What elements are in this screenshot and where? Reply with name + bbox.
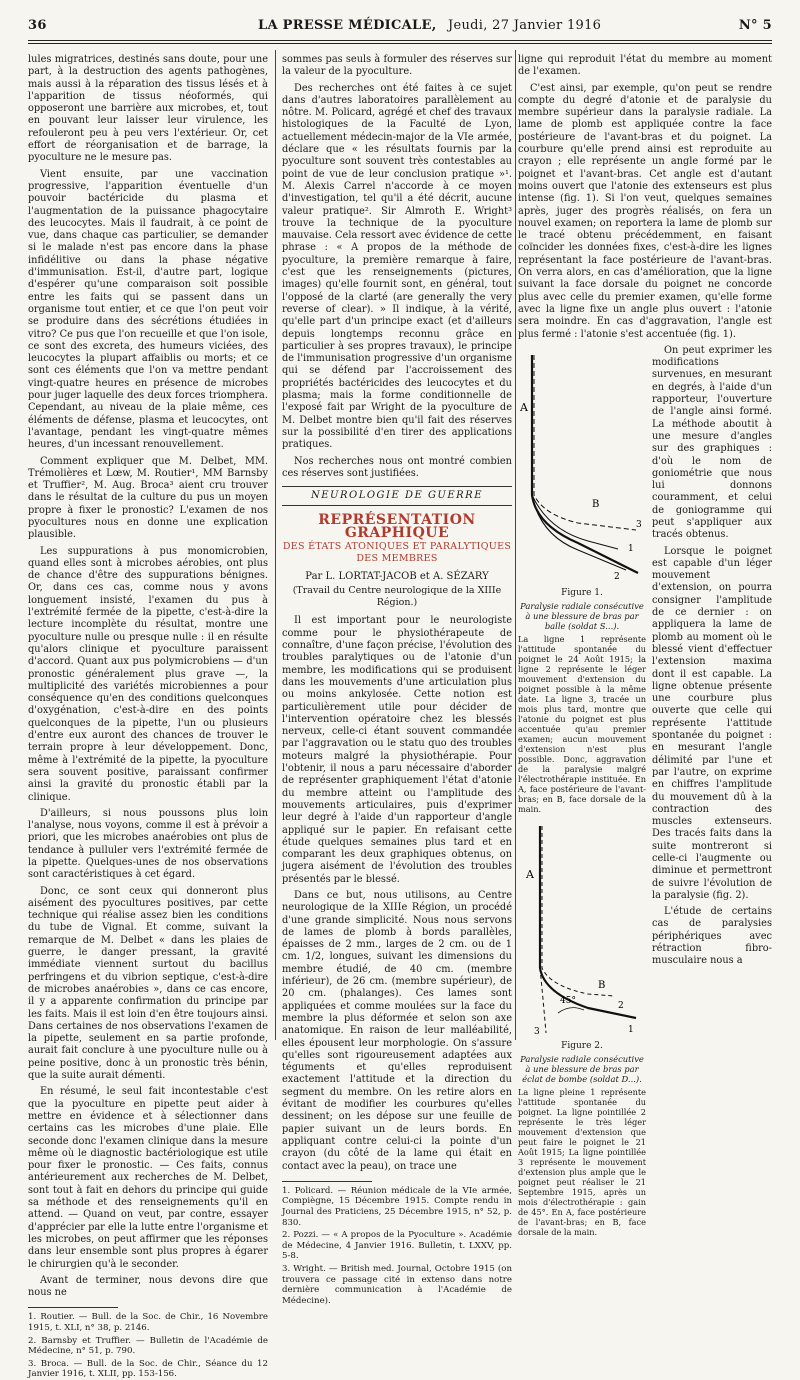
figure-1-title: Figure 1.	[561, 587, 603, 598]
figure-1	[518, 345, 646, 814]
page-number: 36	[28, 18, 47, 33]
figure-2-caption: La ligne pleine 1 représente l'attitude spontanée du poignet. La ligne pointillée 2 représente le très léger mouvement d'extension que peut faire le poignet le 21 Août 1915; La ligne pointillée 3 représente le mouvement d'extension plus ample que le poignet peut réaliser le 21 Septembre 1915, après un mois d'électrothérapie : gain de 45°. En A, face postérieure de l'avant-bras; en B, face dorsale de la main.	[518, 1087, 646, 1238]
label-2: 2	[614, 571, 620, 582]
label-b: B	[592, 498, 600, 510]
paragraph: ligne qui reproduit l'état du membre au moment de l'examen.	[518, 54, 772, 78]
paragraph: On peut exprimer les modifications survenues, en mesurant en degrés, à l'aide d'un rapporteur, l'ouverture de l'angle ainsi formé. La méthode aboutit à une mesure d'angles sur des graphiques : d'où le nom de goniométrie que nous lui donnons couramment, et celui de goniogramme qui peut s'appliquer aux tracés obtenus.	[652, 344, 772, 541]
article-subtitle: DES ÉTATS ATONIQUES ET PARALYTIQUES DES MEMBRES	[282, 540, 512, 565]
paragraph: Il est important pour le neurologiste comme pour le physiothérapeute de connaître, d'une façon précise, l'évolution des troubles paralytiques ou de l'atonie d'un membre, les modifications qui se produisent dans les mouvements d'une articulation plus ou moins ankylosée. Cette notion est particulièrement utile pour décider de l'intervention opératoire chez les blessés nerveux, celle-ci étant souvent commandée par l'aggravation ou le statu quo des troubles moteurs malgré la physiothérapie. Pour l'obtenir, il nous a paru nécessaire d'aborder de représenter graphiquement l'état d'atonie du membre atteint ou l'amplitude des mouvements articulaires, puis d'exprimer leur degré à l'aide d'un rapporteur d'angle appliqué sur le papier. En refaisant cette étude quelques semaines plus tard et en comparant les deux graphiques obtenus, on jugera aisément de l'évolution des troubles présentés par le blessé.	[282, 615, 512, 885]
article-title: REPRÉSENTATION GRAPHIQUE	[318, 512, 476, 541]
footnote: 2. Pozzi. — « A propos de la Pyoculture ». Académie de Médecine, 4 Janvier 1916. Bulletin, t. LXXV, pp. 5-8.	[282, 1230, 512, 1262]
section-rule	[282, 505, 512, 506]
label-b: B	[598, 980, 606, 992]
paragraph: Vient ensuite, par une vaccination progressive, l'apparition éventuelle d'un pouvoir bactéricide du plasma et l'augmentation de la puissance phagocytaire des leucocytes. Mais il faudrait, à ce point de vue, dans chaque cas particulier, se demander si le malade n'est pas encore dans la phase infidélitive ou dans la phase négative d'immunisation. Est-il, d'autre part, logique d'espérer qu'une comparaison soit possible entre les faits qui se passent dans un organisme tout entier, et ce que l'on peut voir se produire dans des sécrétions étudiées in vitro? Ce pus que l'on recueille et que l'on isole, ce sont des excreta, des humeurs viciées, des leucocytes la plupart affaiblis ou morts; et ce sont ces éléments que l'on va mettre pendant vingt-quatre heures en présence de microbes pour juger laquelle des deux forces triomphera. Cependant, au niveau de la plaie même, ces éléments de défense, plasma et leucocytes, ont l'avantage, pendant les vingt-quatre mêmes heures, d'un incessant renouvellement.	[28, 168, 268, 451]
page-header	[28, 18, 772, 40]
figure-2-title: Figure 2.	[561, 1041, 603, 1052]
article-authors: Par L. LORTAT-JACOB et A. SÉZARY	[305, 570, 489, 582]
angle-label: 45°	[560, 996, 576, 1007]
paragraph: Dans ce but, nous utilisons, au Centre neurologique de la XIIIe Région, un procédé d'une grande simplicité. Nous nous servons de lames de plomb à bords parallèles, épaisses de 2 mm., larges de 2 cm. ou de 1 cm. 1/2, longues, suivant les dimensions du membre étudié, de 40 cm. (membre inférieur), de 26 cm. (membre supérieur), de 20 cm. (phalanges). Ces lames sont appliquées et comme moulées sur la face du membre la plus déformée et selon son axe anatomique. En raison de leur malléabilité, elles épousent leur morphologie. On s'assure qu'elles sont rigoureusement adaptées aux téguments et qu'elles reproduisent exactement l'attitude et la direction du segment du membre. On les retire alors en évitant de modifier les courbures qu'elles dessinent; on les dépose sur une feuille de papier suivant un de leurs bords. En appliquant contre celui-ci la pointe d'un crayon (du côté de la lame qui était en contact avec la peau), on trace une	[282, 890, 512, 1172]
article-affiliation: (Travail du Centre neurologique de la XIIIe Région.)	[292, 584, 502, 609]
footnote: 3. Wright. — British med. Journal, Octobre 1915 (on trouvera ce passage cité in extenso dans notre dernière communication à l'Académie de Médecine).	[282, 1263, 512, 1306]
label-a: A	[526, 868, 534, 882]
footnote: 2. Barnsby et Truffier. — Bulletin de l'Académie de Médecine, n° 51, p. 790.	[28, 1335, 268, 1357]
paragraph: Nos recherches nous ont montré combien ces réserves sont justifiées.	[282, 455, 512, 479]
paragraph: D'ailleurs, si nous poussons plus loin l'analyse, nous voyons, comme il est à prévoir a priori, que les microbes anaérobies ont plus de tendance à pulluler vers l'extrémité fermée de la pipette. Quelques-unes de nos observations sont caractéristiques à cet égard.	[28, 807, 268, 881]
label-1: 1	[628, 1025, 634, 1036]
label-3: 3	[636, 519, 642, 530]
figure-1-subtitle: Paralysie radiale consécutive à une blessure de bras par balle (soldat S...).	[520, 601, 644, 632]
column-3	[518, 54, 772, 1238]
footnote: 1. Routier. — Bull. de la Soc. de Chir., 16 Novembre 1915, t. XLI, n° 38, p. 2146.	[28, 1312, 268, 1333]
section-heading: NEUROLOGIE DE GUERRE	[310, 490, 484, 502]
figure-2	[518, 818, 646, 1237]
label-a: A	[520, 400, 528, 414]
figure-2-diagram	[518, 818, 646, 1038]
footnote: 3. Broca. — Bull. de la Soc. de Chir., Séance du 12 Janvier 1916, t. XLII, pp. 153-156.	[28, 1358, 268, 1380]
journal-title: LA PRESSE MÉDICALE,	[258, 18, 437, 33]
paragraph: sommes pas seuls à formuler des réserves sur la valeur de la pyoculture.	[282, 54, 512, 78]
footnote-rule	[282, 1181, 372, 1182]
label-1: 1	[628, 543, 634, 554]
paragraph: Des recherches ont été faites à ce sujet dans d'autres laboratoires parallèlement au nôtre. M. Policard, agrégé et chef des travaux histologiques de la Faculté de Lyon, actuellement médecin-major de la VIe armée, déclare que « les résultats fournis par la pyoculture sont souvent très contestables au point de vue de leur conclusion pratique »¹. M. Alexis Carrel n'accorde à ce moyen d'investigation, tel qu'il a été décrit, aucune valeur pratique². Sir Almroth E. Wright³ trouve la technique de la pyoculture mauvaise. Cela ressort avec évidence de cette phrase : « A propos de la méthode de pyoculture, la première remarque à faire, c'est que les renseignements (pictures, images) qu'elle fournit sont, en général, tout l'opposé de la clarté (are generally the very reverse of clear). » Il indique, à la vérité, qu'elle part d'un principe exact (et d'ailleurs depuis longtemps reconnu grâce en particulier à ses propres travaux), le principe de l'immunisation progressive d'un organisme qui se défend par l'accroissement des propriétés bactéricides des leucocytes et du plasma; mais la forme conditionnelle de l'exposé fait par Wright de la pyoculture de M. Delbet montre bien qu'il fait des réserves sur la possibilité d'en tirer des applications pratiques.	[282, 82, 512, 451]
section-rule	[282, 486, 512, 487]
paragraph: Les suppurations à pus monomicrobien, quand elles sont à microbes aérobies, ont plus de chance d'être des suppurations bénignes. Or, dans ces cas, comme nous y avons longuement insisté, l'examen du pus à l'extrémité fermée de la pipette, c'est-à-dire la lecture incomplète du résultat, montre une pyoculture nulle ou presque nulle : il en résulte qu'alors clinique et pyoculture paraissent d'accord. Quant aux pus polymicrobiens — d'un pronostic généralement plus grave —, la multiplicité des variétés microbiennes a pour conséquence qu'en des conditions quelconques d'oxygénation, c'est-à-dire en des points quelconques de la pipette, l'un ou plusieurs d'entre eux auront des chances de trouver le terrain propre à leur développement. Donc, même à l'extrémité de la pipette, la pyoculture sera souvent positive, paraissant confirmer ainsi la gravité du pronostic établi par la clinique.	[28, 545, 268, 803]
paragraph: En résumé, le seul fait incontestable c'est que la pyoculture en pipette peut aider à mettre en évidence et à sélectionner dans certains cas les microbes d'une plaie. Elle seconde donc l'examen clinique dans la mesure même où le diagnostic bactériologique est utile pour fixer le pronostic. — Ces faits, connus antérieurement aux recherches de M. Delbet, sont tout à fait en dehors du principe qui guide sa méthode et des renseignements qu'il en attend. — Quand on veut, par contre, essayer d'apprécier par elle la lutte entre l'organisme et les microbes, on peut affirmer que les réponses dans leur ensemble sont plus propres à égarer le chirurgien qu'à le seconder.	[28, 1086, 268, 1270]
paragraph: Comment expliquer que M. Delbet, MM. Trémolières et Lœw, M. Routier¹, MM Barnsby et Truffier², M. Aug. Broca³ aient cru trouver dans le résultat de la culture du pus un moyen propre à fixer le pronostic? L'examen de nos pyocultures nous en donne une explication plausible.	[28, 455, 268, 541]
paragraph: Lorsque le poignet est capable d'un léger mouvement d'extension, on pourra consigner l'amplitude de ce dernier : on appliquera la lame de plomb au moment où le blessé vient d'effectuer l'extension maxima dont il est capable. La ligne obtenue présente une courbure plus ouverte que celle qui représente l'attitude spontanée du poignet : en mesurant l'angle délimité par l'une et par l'autre, on exprime en chiffres l'amplitude du mouvement dû à la contraction des muscles extenseurs. Des tracés faits dans la suite montreront si celle-ci l'augmente ou diminue et permettront de suivre l'évolution de la paralysie (fig. 2).	[652, 545, 772, 901]
figure-2-subtitle: Paralysie radiale consécutive à une blessure de bras par éclat de bombe (soldat D...).	[520, 1054, 644, 1085]
paragraph: Avant de terminer, nous devons dire que nous ne	[28, 1274, 268, 1299]
issue-number: N° 5	[738, 18, 772, 33]
label-3: 3	[534, 1027, 540, 1038]
header-rule	[28, 40, 772, 41]
figure-1-diagram	[518, 345, 646, 585]
paragraph: C'est ainsi, par exemple, qu'on peut se rendre compte du degré d'atonie et de paralysie du membre supérieur dans la paralysie radiale. La lame de plomb est appliquée contre la face postérieure de l'avant-bras et du poignet. La courbure qu'elle prend ainsi est reproduite au crayon ; elle représente un angle formé par le poignet et l'avant-bras. Cet angle est d'autant moins ouvert que l'atonie des extenseurs est plus intense (fig. 1). Si l'on veut, quelques semaines après, juger des progrès réalisés, on fera un nouvel examen; on reportera la lame de plomb sur le tracé obtenu précédemment, en faisant coïncider les données fixes, c'est-à-dire les lignes représentant la face postérieure de l'avant-bras. On verra alors, en cas d'amélioration, que la ligne suivant la face dorsale du poignet ne concorde plus avec celle du premier examen, qu'elle forme avec la ligne fixe un angle plus ouvert : l'atonie sera moindre. En cas d'aggravation, l'angle est plus fermé : l'atonie s'est accentuée (fig. 1).	[518, 82, 772, 340]
paragraph: L'étude de certains cas de paralysies périphériques avec rétraction fibro-musculaire nous a	[652, 906, 772, 967]
column-1	[28, 54, 268, 1380]
paragraph: lules migratrices, destinés sans doute, pour une part, à la destruction des agents pathogènes, mais aussi à la réparation des tissus lésés et à l'apparition de tissus néoformés, qui opposeront une barrière aux microbes, et, tout en pouvant leur laisser leur virulence, les refouleront peu à peu vers l'extérieur. Or, cet effort de réorganisation et de barrage, la pyoculture ne le mesure pas.	[28, 54, 268, 164]
footnote: 1. Policard. — Réunion médicale de la VIe armée, Compiègne, 15 Décembre 1915. Compte rendu in Journal des Praticiens, 25 Décembre 1915, n° 52, p. 830.	[282, 1185, 512, 1228]
label-2: 2	[618, 1001, 624, 1012]
footnote-rule	[28, 1307, 118, 1308]
column-divider-1	[275, 50, 276, 1040]
issue-date: Jeudi, 27 Janvier 1916	[448, 18, 602, 33]
header-rule-2	[28, 43, 772, 44]
column-2	[282, 54, 512, 1306]
paragraph: Donc, ce sont ceux qui donneront plus aisément des pyocultures positives, par cette technique qui réalise assez bien les conditions du tube de Vignal. Et comme, suivant la remarque de M. Delbet « dans les plaies de guerre, le danger pressant, la gravité immédiate viennent surtout du bacillus perfringens et du vibrion septique, c'est-à-dire de microbes anaérobies », dans ce cas encore, il y a apparente confirmation du principe par les faits. Mais il est loin d'en être toujours ainsi. Dans certaines de nos observations l'examen de la pipette, seulement en sa partie profonde, aurait fait conclure à une pyoculture nulle ou à peine positive, donc à un pronostic très bénin, que la suite aurait démenti.	[28, 885, 268, 1082]
figure-1-caption: La ligne 1 représente l'attitude spontanée du poignet le 24 Août 1915; la ligne 2 représente le léger mouvement d'extension du poignet possible à la même date. La ligne 3, tracée un mois plus tard, montre que l'atonie du poignet est plus accentuée qu'au premier examen; aucun mouvement d'extension n'est plus possible. Donc, aggravation de la paralysie malgré l'électrothérapie instituée. En A, face postérieure de l'avant-bras; en B, face dorsale de la main.	[518, 634, 646, 815]
column-divider-2	[515, 50, 516, 1040]
